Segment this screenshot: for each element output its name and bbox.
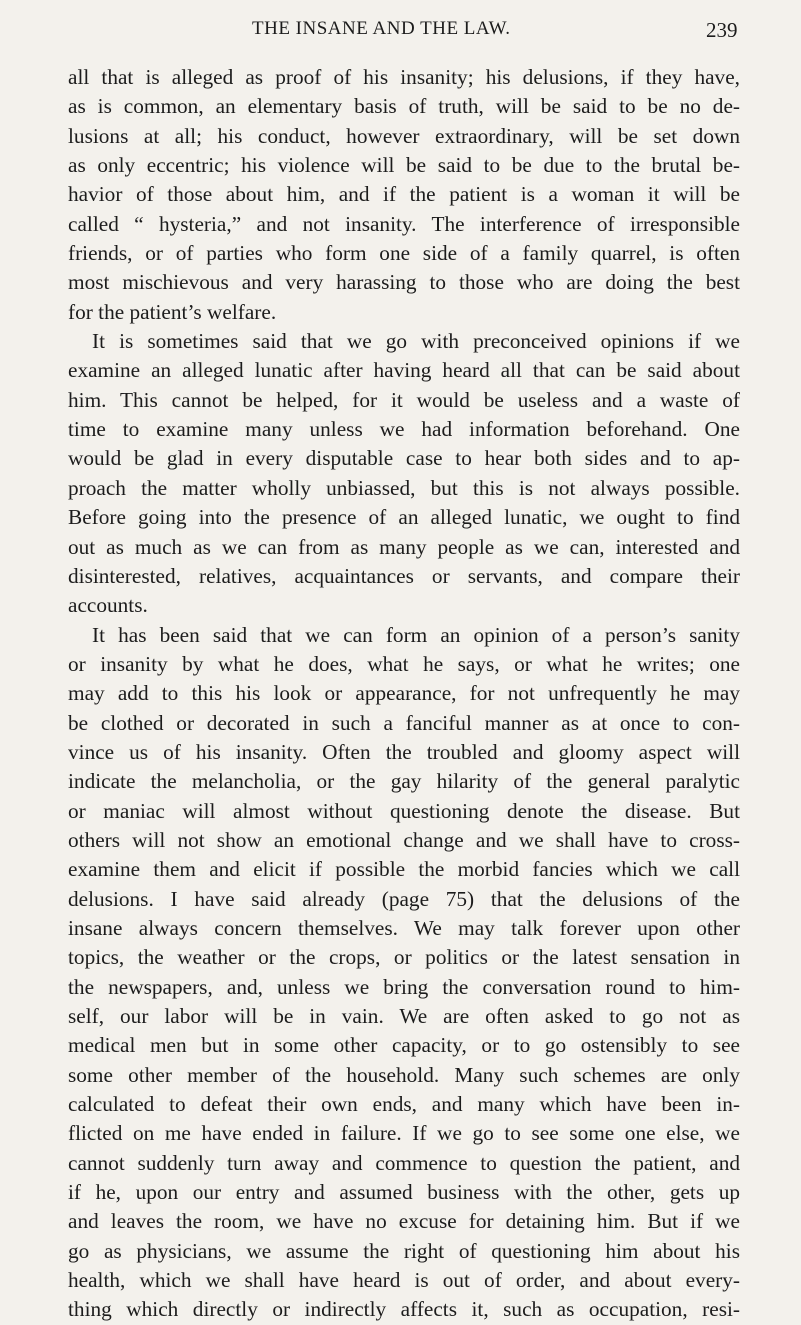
text-line: may add to this his look or appearance, for not unfrequently he may [68,681,740,706]
running-title: THE INSANE AND THE LAW. [252,18,511,39]
paragraph-start-line: It is sometimes said that we go with preconceived opinions if we [92,329,740,354]
text-line: health, which we shall have heard is out of order, and about every- [68,1268,740,1293]
text-line: him. This cannot be helped, for it would be useless and a waste of [68,387,740,412]
text-line: examine them and elicit if possible the morbid fancies which we call [68,857,740,882]
text-line: all that is alleged as proof of his insanity; his delusions, if they have, [68,65,740,89]
text-line: Before going into the presence of an alleged lunatic, we ought to find [68,505,740,530]
text-line: would be glad in every disputable case to hear both sides and to ap- [68,446,740,471]
text-line: havior of those about him, and if the patient is a woman it will be [68,182,740,207]
text-line: be clothed or decorated in such a fanciful manner as at once to con- [68,710,740,735]
text-line: lusions at all; his conduct, however extraordinary, will be set down [68,123,740,148]
text-line: or maniac will almost without questioning denote the disease. But [68,798,740,823]
text-line: or insanity by what he does, what he says, or what he writes; one [68,651,740,676]
running-header [0,18,801,48]
text-line: accounts. [68,593,148,618]
text-line: time to examine many unless we had information beforehand. One [68,417,740,442]
text-line: medical men but in some other capacity, or to go ostensibly to see [68,1033,740,1058]
text-line: topics, the weather or the crops, or politics or the latest sensation in [68,945,740,970]
paragraph-start-line: It has been said that we can form an opinion of a person’s sanity [92,622,740,647]
text-line: flicted on me have ended in failure. If we go to see some one else, we [68,1121,740,1146]
text-line: called “ hysteria,” and not insanity. The interference of irresponsible [68,211,740,236]
text-line: cannot suddenly turn away and commence to question the patient, and [68,1150,740,1175]
text-line: most mischievous and very harassing to those who are doing the best [68,270,740,295]
text-line: others will not show an emotional change and we shall have to cross- [68,827,740,852]
text-line: disinterested, relatives, acquaintances or servants, and compare their [68,563,740,588]
text-line: self, our labor will be in vain. We are often asked to go not as [68,1004,740,1028]
text-line: examine an alleged lunatic after having heard all that can be said about [68,358,740,383]
text-line: vince us of his insanity. Often the troubled and gloomy aspect will [68,739,740,764]
text-line: out as much as we can from as many people as we can, interested and [68,534,740,559]
text-line: indicate the melancholia, or the gay hilarity of the general paralytic [68,769,740,794]
text-line: as is common, an elementary basis of truth, will be said to be no de- [68,94,740,119]
text-line: if he, upon our entry and assumed business with the other, gets up [68,1180,740,1205]
text-line: the newspapers, and, unless we bring the conversation round to him- [68,974,740,999]
text-line: calculated to defeat their own ends, and many which have been in- [68,1092,740,1117]
body-text [68,63,740,1325]
text-line: go as physicians, we assume the right of questioning him about his [68,1238,740,1263]
text-line: some other member of the household. Many such schemes are only [68,1062,740,1087]
text-line: and leaves the room, we have no excuse for detaining him. But if we [68,1209,740,1234]
text-line: friends, or of parties who form one side of a family quarrel, is often [68,241,740,266]
text-line: insane always concern themselves. We may talk forever upon other [68,915,740,940]
text-line: thing which directly or indirectly affects it, such as occupation, resi- [68,1297,740,1322]
text-line: for the patient’s welfare. [68,299,277,324]
text-line: as only eccentric; his violence will be said to be due to the brutal be- [68,153,740,178]
text-line: proach the matter wholly unbiassed, but this is not always possible. [68,475,740,500]
page-number: 239 [706,18,738,42]
text-line: delusions. I have said already (page 75) that the delusions of the [68,886,740,911]
